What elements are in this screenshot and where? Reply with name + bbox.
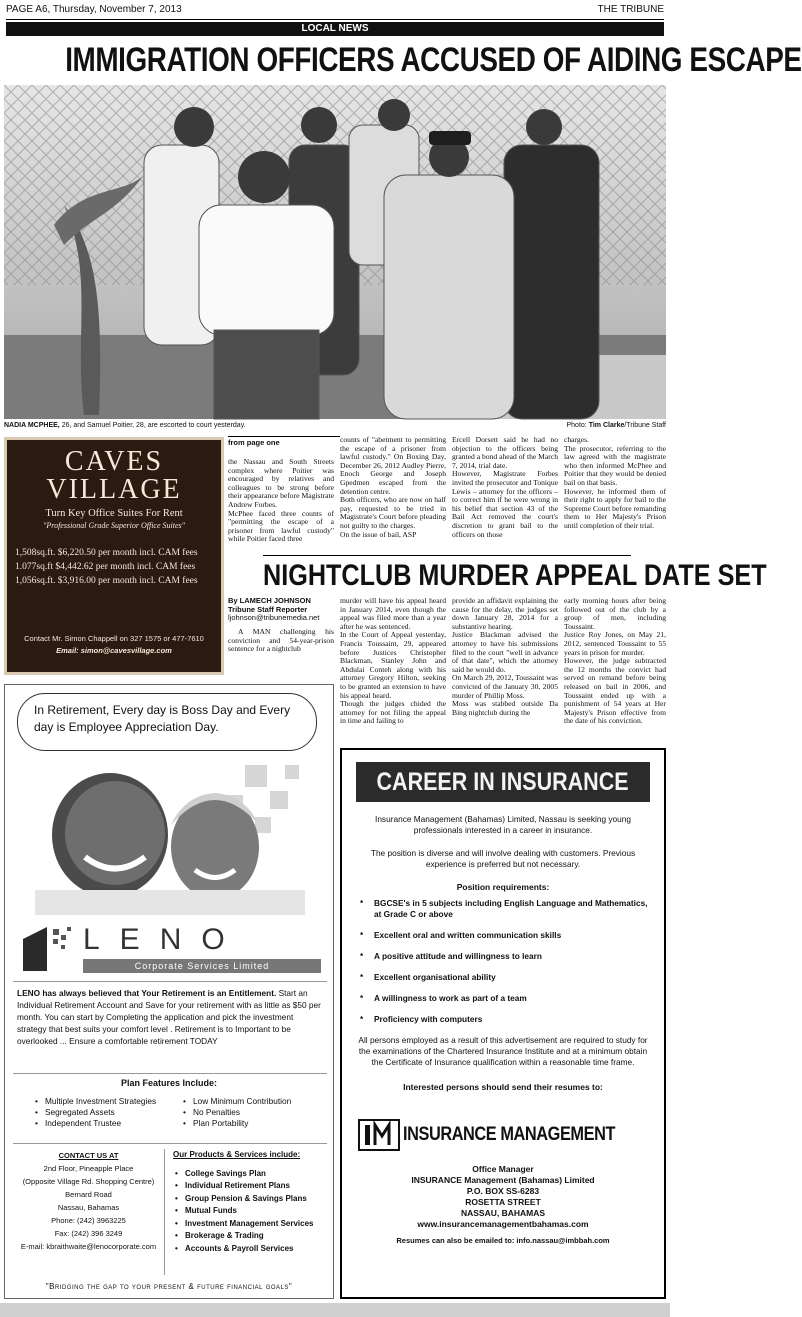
news-photo xyxy=(4,85,666,419)
caves-logo-line2: VILLAGE xyxy=(46,474,182,505)
career-resume-label: Interested persons should send their resumes to: xyxy=(403,1082,603,1092)
caves-tagline: Turn Key Office Suites For Rent xyxy=(45,508,183,519)
caves-price-3: 1,056sq.ft. $3,916.00 per month incl. CAM fees xyxy=(15,576,198,586)
requirement-text: A willingness to work as part of a team xyxy=(374,993,527,1003)
product-item: • College Savings Plan xyxy=(173,1168,329,1181)
byline-role: Tribune Staff Reporter xyxy=(228,604,308,614)
product-item: • Accounts & Payroll Services xyxy=(173,1243,329,1256)
contact-email[interactable]: E-mail: kbraithwaite@lenocorporate.com xyxy=(20,1242,157,1251)
speech-bubble: In Retirement, Every day is Boss Day and Every day is Employee Appreciation Day. xyxy=(17,693,317,751)
feature-item: • Segregated Assets xyxy=(33,1107,173,1118)
product-item: • Mutual Funds xyxy=(173,1205,329,1218)
requirement-item: * A willingness to work as part of a team xyxy=(360,993,527,1003)
page-date: PAGE A6, Thursday, November 7, 2013 xyxy=(6,4,182,15)
caves-price-2: 1.077sq.ft $4,442.62 per month incl. CAM fees xyxy=(15,562,196,572)
leno-ad xyxy=(4,684,334,1299)
leno-brand: LENO xyxy=(83,923,245,956)
story1-col3-text: Ercell Dorsett said he had no objection to the officers being granted a bond ahead of the March 7, 2014, trial date. However, Magistrate Forbes invited the prosecutor and Tonique Lewis – attorney for the officers – to correct him if he were wrong in his belief that section 43 of the Bail Act removed the court's discretion to grant bail to the officers on those xyxy=(452,435,558,539)
addr-line: ROSETTA STREET xyxy=(465,1197,541,1207)
credit-label: Photo: xyxy=(566,422,587,429)
products-title: Our Products & Services include: xyxy=(173,1150,301,1159)
main-headline: IMMIGRATION OFFICERS ACCUSED OF AIDING ESCAPE xyxy=(65,41,802,79)
contact-line: Bernard Road xyxy=(65,1190,112,1199)
leno-logo-mark xyxy=(19,925,79,973)
caves-logo-line1: CAVES xyxy=(64,446,164,477)
im-logo xyxy=(356,1118,650,1152)
products-list xyxy=(173,1168,329,1256)
story1-col2 xyxy=(340,436,446,553)
requirements-list xyxy=(360,898,650,1025)
career-title xyxy=(356,762,650,802)
caption-text xyxy=(4,422,246,432)
career-address xyxy=(342,1164,664,1230)
addr-line: INSURANCE Management (Bahamas) Limited xyxy=(411,1175,595,1185)
career-exam: All persons employed as a result of this advertisement are required to study for the examinations of the Chartered Insurance Institute and at a minimum obtain the Certificate of Insurance qualification within a reasonable time frame. xyxy=(358,1035,648,1067)
leno-intro-bold: LENO has always believed that Your Retirement is an Entitlement. xyxy=(17,988,277,998)
story1-col4-text: charges. The prosecutor, referring to the law agreed with the magistrate who then informed McPhee and Poitier that they would be denied bail on that basis. However, he informed them of their right to apply for bail to the Supreme Court before remanding them to Her Majesty's Prison until completion of their trial. xyxy=(564,435,666,530)
leno-intro xyxy=(17,987,323,1065)
section-label: LOCAL NEWS xyxy=(6,22,664,36)
requirement-item: * Proficiency with computers xyxy=(360,1014,483,1024)
story1-col2-text: counts of "abetment to permitting the escape of a prisoner from lawful custody." On Boxing Day, December 26, 2012 Audley Pierre, Enoch George and Joseph Gpedmen escaped from the detention centre. Both officers, who are now on half pay, requested to be tried in Magistrate's Court before pleading not guilty to the charges. On the issue of bail, ASP xyxy=(340,435,446,539)
contact-line: 2nd Floor, Pineapple Place xyxy=(43,1164,134,1173)
story1-col1 xyxy=(228,458,334,553)
jump-label: from page one xyxy=(228,436,340,446)
caves-subtitle: "Professional Grade Superior Office Suites" xyxy=(43,521,185,530)
caves-contact: Contact Mr. Simon Chappell on 327 1575 or 477-7610 xyxy=(24,634,204,643)
feature-item: • Multiple Investment Strategies xyxy=(33,1096,173,1107)
nightclub-headline: NIGHTCLUB MURDER APPEAL DATE SET xyxy=(263,555,631,595)
credit-name: Tim Clarke xyxy=(588,422,625,429)
byline-email[interactable]: ljohnson@tribunemedia.net xyxy=(228,613,320,622)
requirement-text: Excellent oral and written communication skills xyxy=(374,930,562,940)
photo-credit xyxy=(566,422,666,432)
feature-item: • Low Minimum Contribution xyxy=(181,1096,321,1107)
feature-item: • Independent Trustee xyxy=(33,1118,173,1129)
features-title: Plan Features Include: xyxy=(120,1078,218,1088)
addr-line: P.O. BOX SS-6283 xyxy=(466,1186,540,1196)
requirements-title: Position requirements: xyxy=(456,882,550,892)
contact-line: (Opposite Village Rd. Shopping Centre) xyxy=(22,1177,155,1186)
leno-divider-2 xyxy=(13,1073,327,1074)
requirement-text: A positive attitude and willingness to learn xyxy=(374,951,542,961)
requirement-item: * BGCSE's in 5 subjects including English Language and Mathematics, at Grade C or above xyxy=(360,898,648,919)
leno-divider-3 xyxy=(13,1143,327,1144)
product-item: • Individual Retirement Plans xyxy=(173,1180,329,1193)
career-position: The position is diverse and will involve dealing with customers. Previous experience is preferred but not necessary. xyxy=(370,848,636,869)
story2-col2 xyxy=(340,597,446,745)
addr-line: Office Manager xyxy=(472,1164,534,1174)
requirement-text: Proficiency with computers xyxy=(374,1014,483,1024)
leno-brand-sub: Corporate Services Limited xyxy=(83,959,321,973)
story2-col3-text: provide an affidavit explaining the cause for the delay, the judges set down January 28, 2014 for a substantive hearing. Justice Blackman advised the attorney to have his submissions filed to the court "well in advance of that date", which the attorney said he would do. On March 29, 2012, Toussaint was convicted of the January 30, 2005 murder of Phillip Moss. Moss was stabbed outside Da Bing nightclub during the xyxy=(452,596,558,717)
leno-logo-icon xyxy=(19,925,79,973)
contact-fax: Fax: (242) 396 3249 xyxy=(54,1229,123,1238)
addr-website[interactable]: www.insurancemanagementbahamas.com xyxy=(417,1219,589,1229)
caves-village-ad xyxy=(4,437,224,675)
products-block xyxy=(173,1149,329,1275)
caption-name: NADIA MCPHEE, xyxy=(4,422,60,429)
contact-block xyxy=(13,1149,165,1275)
story1-col3 xyxy=(452,436,558,553)
caves-prices xyxy=(7,546,221,588)
addr-line: NASSAU, BAHAMAS xyxy=(460,1208,546,1218)
story2-col2-text: murder will have his appeal heard in January 2014, even though the appeal was filed more than a year after he was sentenced. In the Court of Appeal yesterday, Francis Toussaint, 29, appeared before Justices Christopher Blackman, Stanley John and Abdulai Conteh along with his attorney Gregory Hilton, seeking to be granted an extension to have his appeal heard. Though the judges chided the attorney for not filing the appeal in time and failing to xyxy=(340,596,446,726)
im-logo-text: INSURANCE MANAGEMENT xyxy=(402,1124,615,1145)
photo-illustration xyxy=(4,85,666,419)
couple-illustration xyxy=(15,765,325,915)
couple-photo xyxy=(15,765,325,915)
credit-org: /Tribune Staff xyxy=(624,422,666,429)
story2-col1-text: A MAN challenging his conviction and 54-year-prison sentence for a nightclub xyxy=(228,627,334,654)
photo-caption xyxy=(4,422,666,432)
header-rule xyxy=(6,19,664,20)
story1-col4 xyxy=(564,436,666,553)
feature-item: • Plan Portability xyxy=(181,1118,321,1129)
feature-item: • No Penalties xyxy=(181,1107,321,1118)
caves-email[interactable]: Email: simon@cavesvillage.com xyxy=(56,646,172,655)
im-logo-icon xyxy=(357,1118,401,1152)
product-item: • Group Pension & Savings Plans xyxy=(173,1193,329,1206)
product-item: • Brokerage & Trading xyxy=(173,1230,329,1243)
page-footer-bar xyxy=(0,1303,670,1317)
leno-divider xyxy=(13,981,327,982)
career-ad xyxy=(340,748,666,1299)
page-header xyxy=(6,4,664,18)
caves-price-1: 1,508sq.ft. $6,220.50 per month incl. CAM fees xyxy=(15,548,198,558)
leno-intro-text: Start an Individual Retirement Account and Save for your retirement with as little as $50 per month. You can start by Completing the application and pick the investment strategy that best suits your comfort level . Retirement is to Important to be overlooked ... Ensure a comfortable retirement TODAY xyxy=(17,988,321,1046)
career-email[interactable]: Resumes can also be emailed to: info.nassau@imbbah.com xyxy=(396,1236,610,1245)
requirement-item: * Excellent organisational ability xyxy=(360,972,496,982)
features-left-list xyxy=(33,1096,173,1129)
career-title-text: CAREER IN INSURANCE xyxy=(376,768,630,796)
story2-col4 xyxy=(564,597,666,745)
features-right-list xyxy=(181,1096,321,1129)
career-intro: Insurance Management (Bahamas) Limited, Nassau is seeking young professionals interested in a career in insurance. xyxy=(375,814,631,835)
requirement-text: BGCSE's in 5 subjects including English Language and Mathematics, at Grade C or above xyxy=(374,898,648,919)
contact-phone: Phone: (242) 3963225 xyxy=(51,1216,126,1225)
product-item: • Investment Management Services xyxy=(173,1218,329,1231)
requirement-item: * A positive attitude and willingness to learn xyxy=(360,951,542,961)
story2-col4-text: early morning hours after being followed out of the club by a group of men, including Toussaint. Justice Roy Jones, on May 21, 2012, sentenced Toussaint to 55 years in prison for murder. However, the judge subtracted the 12 months the convict had served on remand before being released on bail in 2006, and Toussaint ended up with a punishment of 54 years at Her Majesty's Prison effective from the date of his conviction. xyxy=(564,596,666,726)
contact-line: Nassau, Bahamas xyxy=(57,1203,120,1212)
story2-col3 xyxy=(452,597,558,745)
caption-body: 26, and Samuel Poitier, 28, are escorted to court yesterday. xyxy=(61,422,246,429)
requirement-text: Excellent organisational ability xyxy=(374,972,496,982)
requirement-item: * Excellent oral and written communication skills xyxy=(360,930,562,940)
byline-author: By LAMECH JOHNSON xyxy=(228,596,311,605)
story2-col1 xyxy=(228,628,334,673)
contact-title: CONTACT US AT xyxy=(58,1151,119,1160)
byline xyxy=(228,597,334,625)
newspaper-name: THE TRIBUNE xyxy=(597,4,664,15)
story1-col1-text: the Nassau and South Streets complex where Poitier was encouraged by relatives and colleagues to be strong before their appearance before Magistrate Andrew Forbes. McPhee faced three counts of "permitting the escape of a prisoner from lawful custody" while Poitier faced three xyxy=(228,457,334,544)
leno-slogan: "Bridging the gap to your present & future financial goals" xyxy=(45,1282,293,1291)
